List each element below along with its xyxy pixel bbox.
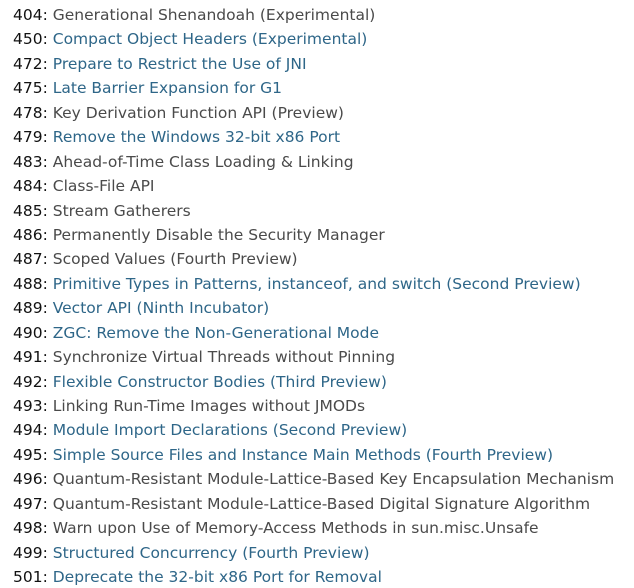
jep-number: 486 [13,225,43,244]
jep-number: 485 [13,201,43,220]
jep-number: 497 [13,494,43,513]
jep-number: 501 [13,568,43,587]
jep-list-item [13,467,634,491]
jep-separator: : [42,103,53,122]
jep-number: 499 [13,543,43,562]
jep-separator: : [42,54,53,73]
jep-title: Scoped Values (Fourth Preview) [52,250,298,269]
jep-list-item[interactable] [13,76,634,100]
jep-separator: : [42,470,53,489]
jep-title: Quantum-Resistant Module-Lattice-Based Key Encapsulation Mechanism [52,470,615,489]
jep-separator: : [42,274,53,293]
jep-number: 491 [13,348,43,367]
jep-separator: : [42,494,53,513]
jep-separator: : [42,128,53,147]
jep-title-link[interactable]: Deprecate the 32-bit x86 Port for Removal [52,568,382,587]
jep-number: 472 [13,54,43,73]
jep-separator: : [42,421,53,440]
jep-number: 487 [13,250,43,269]
jep-number: 489 [13,299,43,318]
jep-list-item[interactable] [13,321,634,345]
jep-list-item[interactable] [13,443,634,467]
jep-number: 483 [13,152,43,171]
jep-list-item [13,345,634,369]
jep-list-item [13,394,634,418]
jep-separator: : [42,299,53,318]
jep-title-link[interactable]: Prepare to Restrict the Use of JNI [52,54,307,73]
jep-separator: : [42,543,53,562]
jep-number: 404 [13,6,43,24]
jep-separator: : [42,177,53,196]
jep-separator: : [42,568,53,587]
jep-number: 493 [13,397,43,415]
jep-separator: : [42,323,53,342]
jep-title-link[interactable]: Module Import Declarations (Second Preview) [52,421,408,440]
jep-separator: : [42,79,53,98]
jep-title-link[interactable]: Primitive Types in Patterns, instanceof, and switch (Second Preview) [52,274,581,293]
jep-separator: : [42,397,53,415]
jep-title-link[interactable]: ZGC: Remove the Non-Generational Mode [52,323,380,342]
jep-separator: : [42,225,53,244]
jep-list-item [13,174,634,198]
jep-number: 494 [13,421,43,440]
jep-separator: : [42,372,53,391]
jep-number: 484 [13,177,43,196]
jep-separator: : [42,348,53,367]
jep-list-item [13,247,634,271]
jep-separator: : [42,30,53,49]
jep-separator: : [42,152,53,171]
jep-number: 495 [13,445,43,464]
jep-title: Synchronize Virtual Threads without Pinning [52,348,396,367]
jep-list-item[interactable] [13,418,634,442]
jep-list-item[interactable] [13,125,634,149]
jep-separator: : [42,250,53,269]
jep-title-link[interactable]: Remove the Windows 32-bit x86 Port [52,128,341,147]
jep-number: 488 [13,274,43,293]
jep-title-link[interactable]: Late Barrier Expansion for G1 [52,79,283,98]
jep-number: 496 [13,470,43,489]
jep-title: Warn upon Use of Memory-Access Methods in sun.misc.Unsafe [52,519,539,538]
jep-list-item[interactable] [13,370,634,394]
jep-list-item[interactable] [13,272,634,296]
jep-separator: : [42,201,53,220]
jep-list-item [13,101,634,125]
jep-number: 475 [13,79,43,98]
jep-list-item[interactable] [13,541,634,565]
jep-number: 498 [13,519,43,538]
jep-list-item [13,150,634,174]
jep-title: Linking Run-Time Images without JMODs [52,397,366,415]
jep-title: Quantum-Resistant Module-Lattice-Based Digital Signature Algorithm [52,494,591,513]
jep-list-item[interactable] [13,27,634,51]
jep-title-link[interactable]: Flexible Constructor Bodies (Third Preview) [52,372,387,391]
jep-list-item[interactable] [13,296,634,320]
jep-number: 490 [13,323,43,342]
jep-title: Key Derivation Function API (Preview) [52,103,344,122]
jep-number: 479 [13,128,43,147]
jep-title-link[interactable]: Vector API (Ninth Incubator) [52,299,270,318]
jep-title: Permanently Disable the Security Manager [52,225,385,244]
jep-list-item [13,492,634,516]
jep-title: Stream Gatherers [52,201,191,220]
jep-list-item [13,199,634,223]
jep-number: 492 [13,372,43,391]
jep-title-link[interactable]: Compact Object Headers (Experimental) [52,30,368,49]
jep-title-link[interactable]: Structured Concurrency (Fourth Preview) [52,543,370,562]
jep-title: Class-File API [52,177,155,196]
jep-title: Ahead-of-Time Class Loading & Linking [52,152,354,171]
jep-title-link[interactable]: Simple Source Files and Instance Main Methods (Fourth Preview) [52,445,554,464]
jep-separator: : [42,445,53,464]
jep-separator: : [42,519,53,538]
jep-list-item[interactable] [13,52,634,76]
jep-separator: : [42,6,53,24]
jep-list-item [13,3,634,27]
jep-list-item[interactable] [13,565,634,588]
jep-list-item [13,516,634,540]
jep-title: Generational Shenandoah (Experimental) [52,6,376,24]
jep-number: 478 [13,103,43,122]
jep-number: 450 [13,30,43,49]
jep-list-item [13,223,634,247]
